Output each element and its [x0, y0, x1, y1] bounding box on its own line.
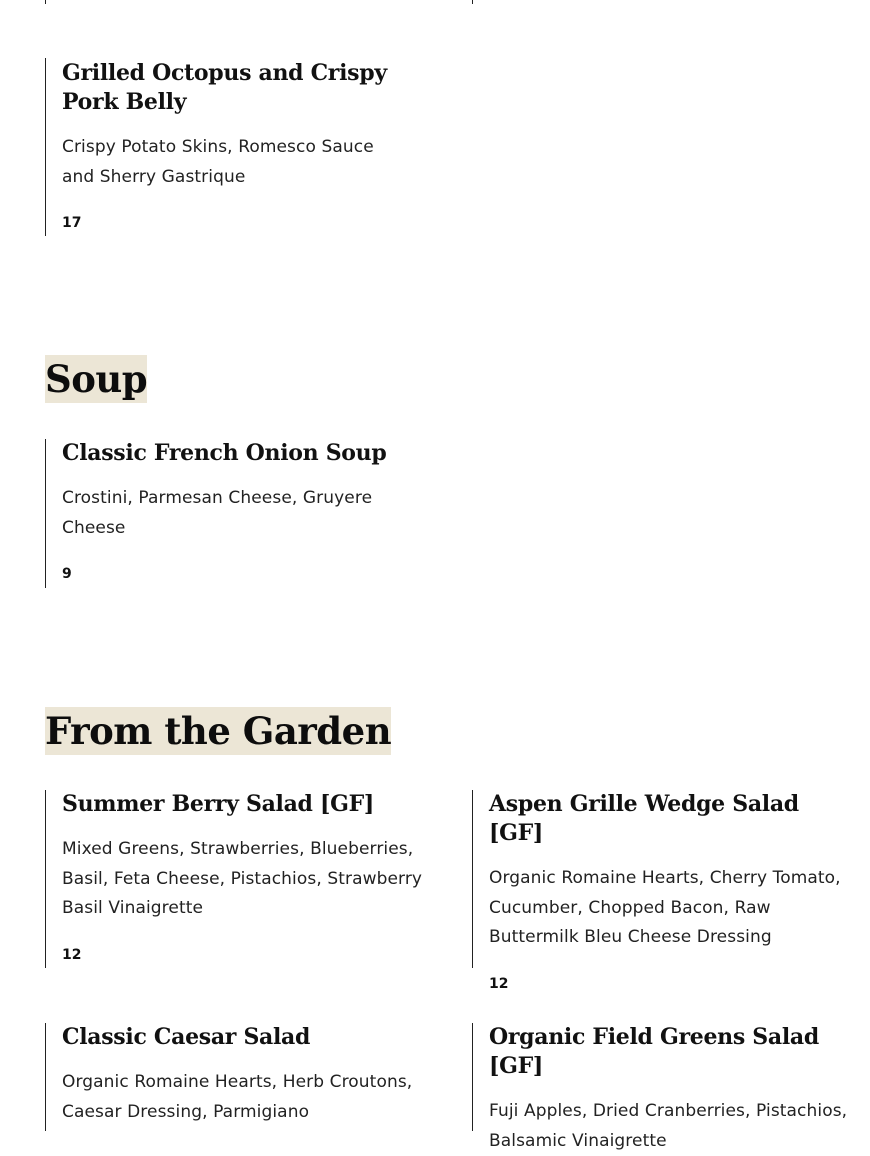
- menu-item-price: 9: [62, 566, 72, 582]
- menu-item: [45, 58, 405, 236]
- menu-item-description: Fuji Apples, Dried Cranberries, Pistachios, Balsamic Vinaigrette: [489, 1101, 848, 1151]
- previous-item-divider-right: [472, 0, 473, 4]
- menu-item-description: Crostini, Parmesan Cheese, Gruyere Cheese: [62, 488, 373, 538]
- menu-item-name: Grilled Octopus and Crispy Pork Belly: [62, 60, 387, 115]
- menu-item-description: Organic Romaine Hearts, Cherry Tomato, Cucumber, Chopped Bacon, Raw Buttermilk Bleu Cheese Dressing: [489, 868, 841, 947]
- menu-item-description: Crispy Potato Skins, Romesco Sauce and Sherry Gastrique: [62, 137, 374, 187]
- menu-item-description: Mixed Greens, Strawberries, Blueberries, Basil, Feta Cheese, Pistachios, Strawberry Basil Vinaigrette: [62, 839, 423, 918]
- menu-item-price: 17: [62, 215, 82, 231]
- menu-item-name: Aspen Grille Wedge Salad [GF]: [489, 791, 799, 846]
- menu-item: [472, 1023, 852, 1151]
- menu-item-price: 12: [62, 946, 82, 963]
- section-heading-garden: From the Garden: [45, 709, 392, 753]
- menu-item-name: Classic Caesar Salad: [62, 1024, 311, 1050]
- previous-item-divider-left: [45, 0, 46, 4]
- menu-item-description: Organic Romaine Hearts, Herb Croutons, Caesar Dressing, Parmigiano: [62, 1072, 413, 1122]
- menu-item-price: 12: [489, 975, 509, 992]
- section-heading-soup: Soup: [45, 357, 148, 401]
- menu-item: [45, 790, 425, 968]
- menu-item-name: Summer Berry Salad [GF]: [62, 791, 375, 817]
- menu-item-name: Classic French Onion Soup: [62, 440, 387, 466]
- menu-item: [472, 790, 852, 992]
- menu-item: [45, 439, 405, 588]
- menu-item-name: Organic Field Greens Salad [GF]: [489, 1024, 819, 1079]
- menu-item: [45, 1023, 425, 1131]
